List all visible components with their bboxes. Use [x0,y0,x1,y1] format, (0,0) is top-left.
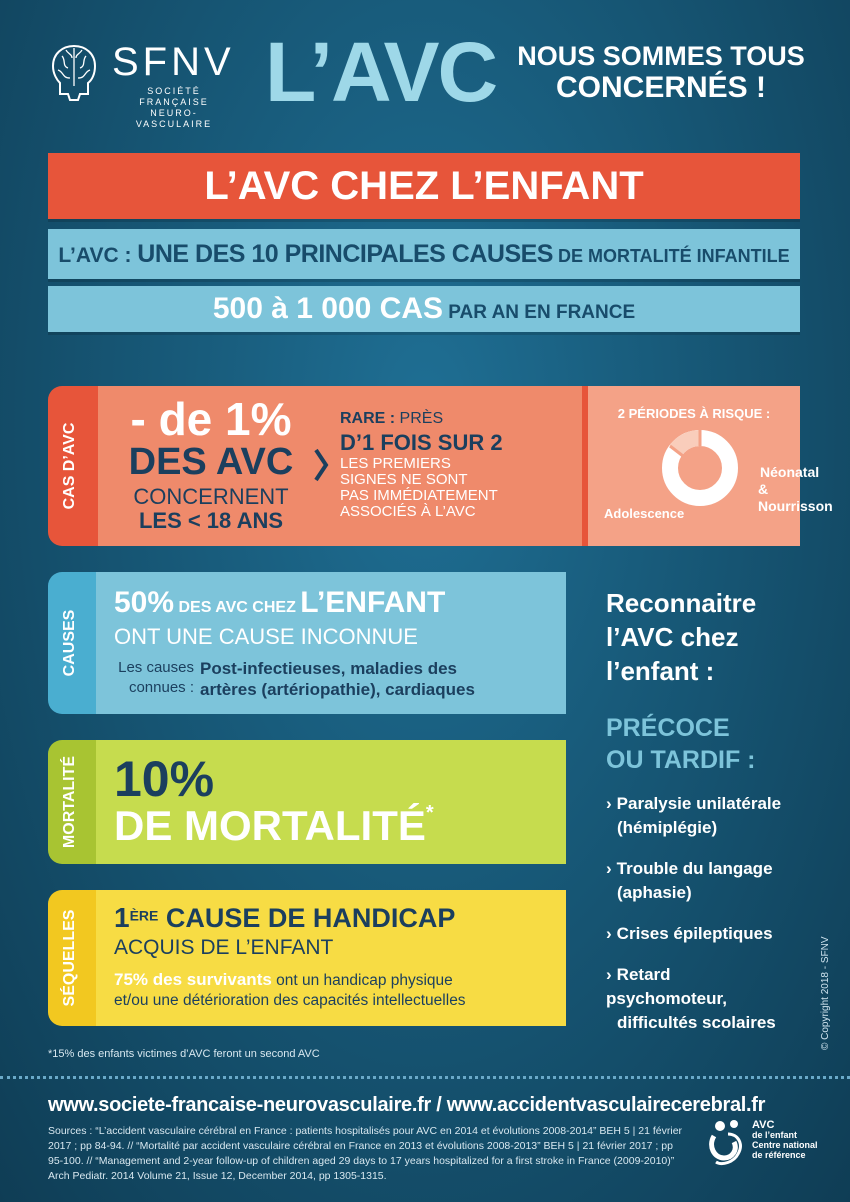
list-item [606,792,796,840]
chevron-right-icon: › [606,859,612,878]
list-item [606,963,796,1035]
symptom-1-line1: Paralysie unilatérale [616,794,782,813]
card-causes [48,572,566,714]
logo-subtitle [114,86,234,130]
causes-known-1: Les causes [118,659,194,676]
causes-list [200,658,475,700]
sequelles-num: 1 [114,902,130,933]
list-item [606,922,796,946]
cas-stats [98,386,582,546]
causes-pct: 50% [114,586,175,619]
sequelles-line4: et/ou une détérioration des capacités intellectuelles [114,992,466,1009]
causes-headline [114,586,445,620]
banner-line1-a: L’AVC : [58,244,138,267]
page-title: L’AVC [265,25,497,119]
symptom-2-line1: Trouble du langage [616,859,773,878]
label-adolescence: Adolescence [604,506,685,521]
label-neonatal-1: Néonatal [760,464,820,480]
chevron-right-icon [314,448,328,482]
logo-sub-line2: NEURO-VASCULAIRE [135,108,213,129]
tab-sequelles: SÉQUELLES [61,909,78,1007]
logo-name: SFNV [112,40,235,84]
tagline-line2: CONCERNÉS ! [555,71,766,104]
symptom-1-line2: (hémiplégie) [617,818,718,837]
causes-list-1: Post-infectieuses, maladies des [200,659,457,678]
sequelles-sup: ÈRE [129,907,159,924]
bottom-logo-l3: Centre national [752,1140,818,1150]
banner-line1-c: DE MORTALITÉ INFANTILE [553,246,790,266]
cas-desc-4: ASSOCIÉS À L’AVC [340,503,476,520]
divider [0,1076,850,1079]
reconnaitre-title-2: l’AVC chez [606,622,739,652]
sources: Sources : “L’accident vasculaire cérébral en France : patients hospitalisés pour AVC en 2014 et évolutions 2008-2014” BEH 5 | 21 février 2017 ; pp 84-94. // “Mortalité par accident vasculaire cérébral en France en 2013 et évolutions 2008-2013” BEH 5 | 21 février 2017 ; pp 95-100. // “Management and 2-year follow-up of children aged 29 days to 17 years hospitalized for a first stroke in France (2009-2010)” Arch Pediatr. 2014 Volume 21, Issue 12, December 2014, pp 1305-1315. [48,1125,683,1182]
causes-mid: DES AVC CHEZ [174,599,301,616]
causes-known-label [114,658,194,698]
symptom-2-line2: (aphasie) [617,883,692,902]
cas-big1: - de 1% [130,393,292,445]
chevron-right-icon: › [606,924,612,943]
symptom-4-line1: Retard psychomoteur, [606,965,727,1008]
cas-ages: LES < 18 ANS [138,508,284,533]
reconnaitre-subtitle [606,712,806,776]
rare-label: RARE : [340,410,396,427]
cas-concernent: CONCERNENT [133,484,289,509]
causes-known-2: connues : [128,679,194,696]
reconnaitre-title [606,586,806,688]
card-mortalite [48,740,566,864]
mortalite-label: DE MORTALITÉ [114,802,426,849]
sequelles-title: CAUSE DE HANDICAP [158,903,456,933]
cas-desc-3: PAS IMMÉDIATEMENT [340,487,498,504]
tab-causes: CAUSES [61,609,78,677]
sequelles-line3 [114,970,453,990]
banner-line2-b: PAR AN EN FRANCE [443,302,636,323]
copyright: © Copyright 2018 - SFNV [820,936,831,1050]
mortalite-pct: 10% [114,751,215,807]
cas-fois: D’1 FOIS SUR 2 [340,430,503,455]
avc-enfant-logo-icon [708,1118,748,1172]
sequelles-l3a: 75% des survivants [114,970,272,989]
symptom-3-line1: Crises épileptiques [616,924,773,943]
sequelles-headline [114,902,455,934]
card-sequelles [48,890,566,1026]
reconnaitre-sub-2: OU TARDIF : [606,746,756,774]
tagline [516,40,806,104]
logo-sub-line1: SOCIÉTÉ FRANÇAISE [139,86,209,107]
brain-logo-icon [48,42,100,104]
cas-rare [340,410,443,428]
footnote: *15% des enfants victimes d’AVC feront un second AVC [48,1048,320,1060]
banner-cases [48,286,800,332]
risk-periods [588,386,833,546]
bottom-logo-l4: de référence [752,1150,806,1160]
causes-enfant: L’ENFANT [300,586,446,619]
banner-causes [48,229,800,279]
causes-list-2: artères (artériopathie), cardiaques [200,680,475,699]
bottom-logo-l1: AVC [752,1119,775,1131]
cas-desc [340,456,498,520]
tagline-line1: NOUS SOMMES TOUS [517,41,805,71]
mortalite-text [114,802,434,850]
cas-desc-1: LES PREMIERS [340,455,451,472]
tab-mortalite: MORTALITÉ [61,755,78,849]
chevron-right-icon: › [606,794,612,813]
mortalite-star: * [425,802,434,824]
chevron-right-icon: › [606,965,612,984]
bottom-logo-l2: de l’enfant [752,1130,798,1140]
cas-desc-2: SIGNES NE SONT [340,471,468,488]
main-banner: L’AVC CHEZ L’ENFANT [48,153,800,219]
reconnaitre-title-1: Reconnaitre [606,588,757,618]
risk-periods-donut-chart [658,426,742,510]
list-item [606,857,796,905]
sequelles-line2: ACQUIS DE L’ENFANT [114,936,334,959]
label-neonatal [760,464,833,515]
website-links[interactable]: www.societe-francaise-neurovasculaire.fr / www.accidentvasculairecerebral.fr [48,1094,766,1116]
sequelles-l3b: ont un handicap physique [271,972,453,989]
label-neonatal-2: & Nourrisson [758,481,833,514]
reconnaitre-title-3: l’enfant : [606,656,715,686]
pres-label: PRÈS [395,410,444,427]
cas-big2: DES AVC [128,441,294,483]
tab-cas-avc: CAS D’AVC [61,422,78,510]
symptom-4-line2: difficultés scolaires [617,1013,776,1032]
bottom-logo-text [752,1120,832,1160]
card-cas-avc [48,386,833,546]
symptoms-list [606,792,796,1052]
banner-line1-b: UNE DES 10 PRINCIPALES CAUSES [137,240,553,268]
banner-line2-a: 500 à 1 000 CAS [212,292,444,325]
periods-title: 2 PÉRIODES À RISQUE : [617,406,771,421]
causes-line2: ONT UNE CAUSE INCONNUE [114,624,418,649]
reconnaitre-sub-1: PRÉCOCE [606,714,730,742]
